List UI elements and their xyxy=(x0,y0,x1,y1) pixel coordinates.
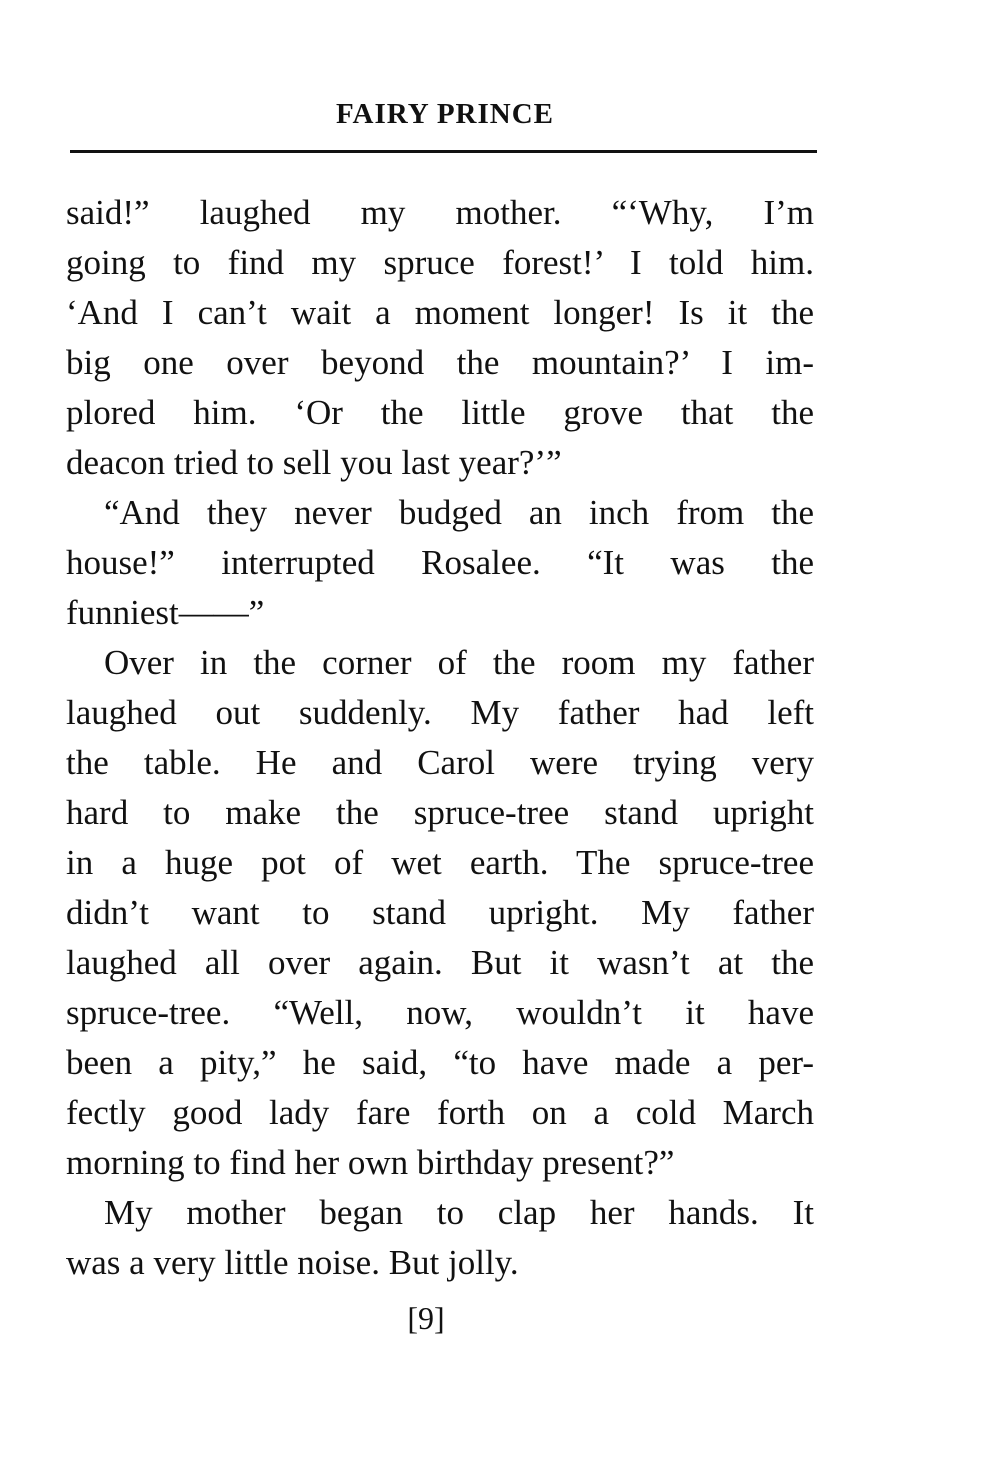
text-line: spruce-tree. “Well, now, wouldn’t it have xyxy=(66,993,814,1032)
text-line: said!” laughed my mother. “‘Why, I’m xyxy=(66,193,814,232)
text-line: hard to make the spruce-tree stand upright xyxy=(66,793,814,832)
text-line: going to find my spruce forest!’ I told him. xyxy=(66,243,814,282)
text-line: deacon tried to sell you last year?’” xyxy=(66,443,562,482)
text-line: the table. He and Carol were trying very xyxy=(66,743,814,782)
running-head: FAIRY PRINCE xyxy=(335,98,554,130)
text-line: didn’t want to stand upright. My father xyxy=(66,893,814,932)
text-line: laughed out suddenly. My father had left xyxy=(66,693,814,732)
header-rule xyxy=(70,150,817,153)
text-line: was a very little noise. But jolly. xyxy=(66,1243,519,1282)
body-text xyxy=(66,188,814,1288)
page-number: [9] xyxy=(407,1300,445,1336)
text-line: My mother began to clap her hands. It xyxy=(104,1193,814,1232)
text-line: “And they never budged an inch from the xyxy=(104,493,814,532)
text-line: morning to find her own birthday present?” xyxy=(66,1143,675,1182)
text-line: fectly good lady fare forth on a cold March xyxy=(66,1093,814,1132)
text-line: Over in the corner of the room my father xyxy=(104,643,814,682)
text-line: in a huge pot of wet earth. The spruce-tree xyxy=(66,843,814,882)
text-line: laughed all over again. But it wasn’t at the xyxy=(66,943,814,982)
text-line: big one over beyond the mountain?’ I im- xyxy=(66,343,814,382)
text-line: funniest——” xyxy=(66,593,265,632)
text-line: plored him. ‘Or the little grove that the xyxy=(66,393,814,432)
text-line: been a pity,” he said, “to have made a per- xyxy=(66,1043,814,1082)
text-line: house!” interrupted Rosalee. “It was the xyxy=(66,543,814,582)
text-line: ‘And I can’t wait a moment longer! Is it the xyxy=(66,293,814,332)
